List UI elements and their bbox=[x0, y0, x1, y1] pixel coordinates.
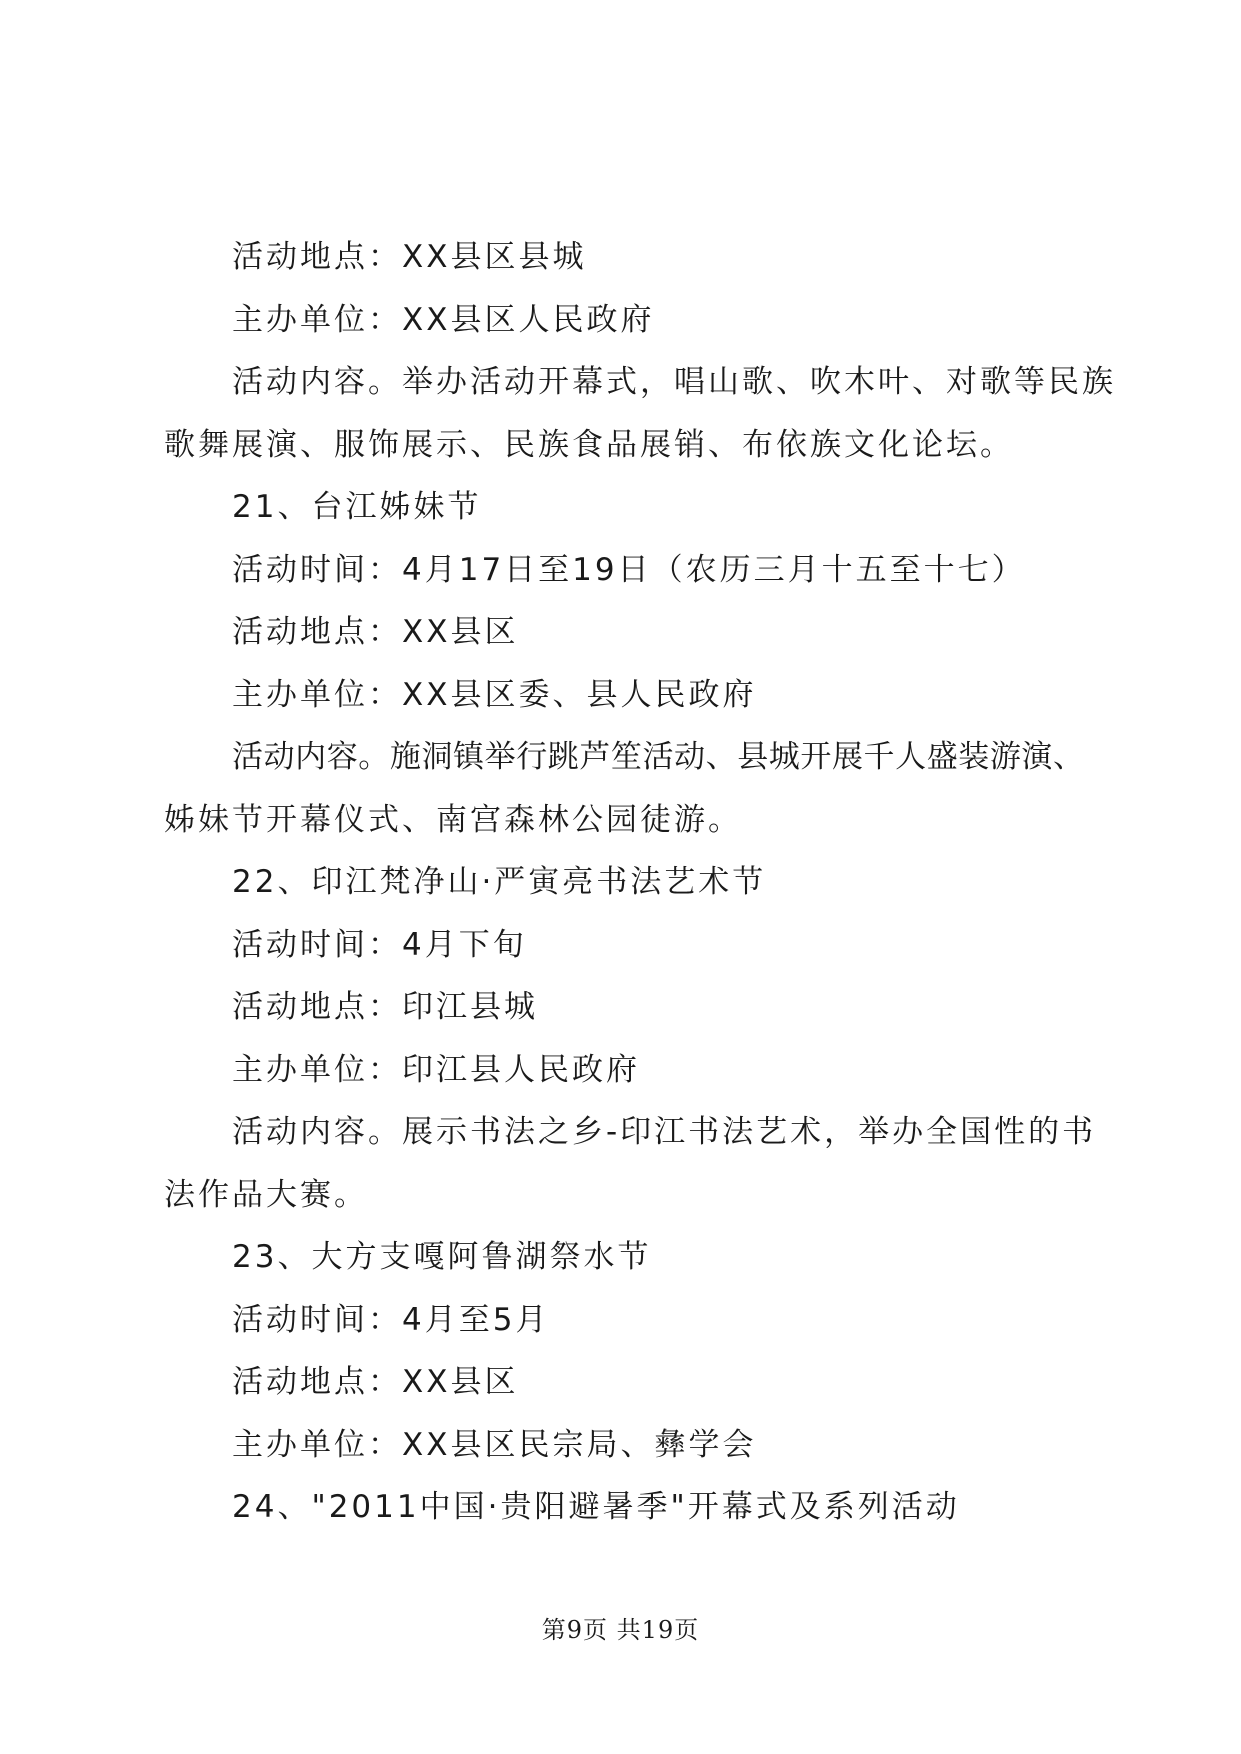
text-line: 主办单位：XX县区人民政府 bbox=[232, 301, 655, 338]
section-heading: 22、印江梵净山·严寅亮书法艺术节 bbox=[232, 864, 767, 900]
section-heading: 21、台江姊妹节 bbox=[232, 489, 482, 525]
text-line: 活动地点：XX县区 bbox=[232, 614, 519, 650]
text-line: 活动内容。施洞镇举行跳芦笙活动、县城开展千人盛装游演、 bbox=[232, 739, 1084, 775]
page-footer: 第9页 共19页 bbox=[541, 1616, 700, 1644]
document-body bbox=[164, 226, 1116, 1539]
text-line: 法作品大赛。 bbox=[164, 1176, 368, 1213]
text-line: 活动地点：XX县区 bbox=[232, 1364, 519, 1400]
text-line: 歌舞展演、服饰展示、民族食品展销、布依族文化论坛。 bbox=[164, 426, 1014, 463]
section-heading: 23、大方支嘎阿鲁湖祭水节 bbox=[232, 1239, 652, 1275]
text-line: 活动时间：4月下旬 bbox=[232, 926, 527, 963]
text-line: 姊妹节开幕仪式、南宫森林公园徒游。 bbox=[164, 801, 742, 838]
section-heading: 24、"2011中国·贵阳避暑季"开幕式及系列活动 bbox=[232, 1489, 960, 1525]
text-line: 活动时间：4月至5月 bbox=[232, 1301, 550, 1338]
text-line: 活动内容。举办活动开幕式，唱山歌、吹木叶、对歌等民族 bbox=[232, 364, 1116, 400]
text-line: 主办单位：XX县区民宗局、彝学会 bbox=[232, 1426, 757, 1463]
text-line: 活动内容。展示书法之乡-印江书法艺术，举办全国性的书 bbox=[232, 1114, 1097, 1150]
text-line: 主办单位：印江县人民政府 bbox=[232, 1051, 640, 1088]
text-line: 活动地点：XX县区县城 bbox=[232, 239, 587, 275]
text-line: 活动时间：4月17日至19日（农历三月十五至十七） bbox=[232, 551, 1026, 588]
text-line: 活动地点：印江县城 bbox=[232, 989, 538, 1025]
text-line: 主办单位：XX县区委、县人民政府 bbox=[232, 676, 757, 713]
